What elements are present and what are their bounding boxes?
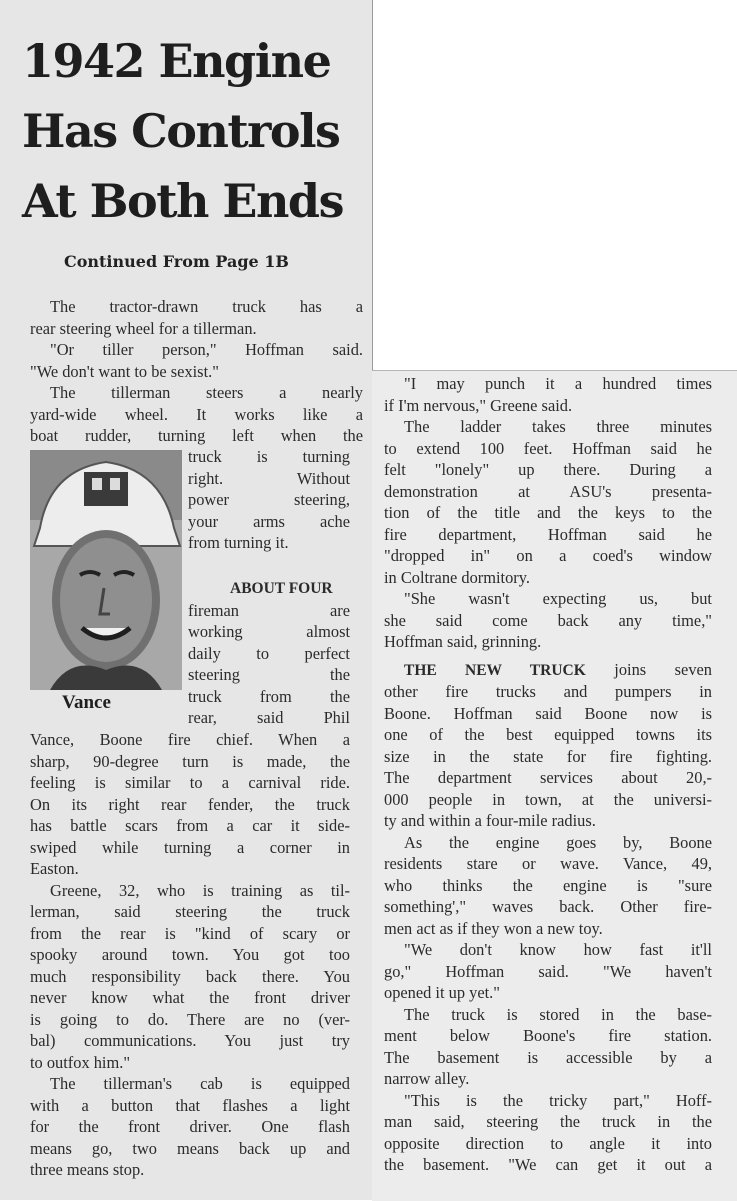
col2-text	[384, 373, 712, 1176]
col1-bottom-text	[30, 729, 350, 1181]
text-line: never know what the front driver	[30, 988, 350, 1007]
portrait-image	[30, 450, 182, 690]
text-line: The ladder takes three minutes	[404, 417, 712, 436]
text-line: felt "lonely" up there. During a	[384, 460, 712, 479]
text-line: has battle scars from a car it side-	[30, 816, 350, 835]
text-line: The truck is stored in the base-	[404, 1004, 712, 1024]
text-line: swiped while turning a corner in	[30, 837, 350, 857]
text-line: steering the	[188, 665, 350, 684]
text-line: "Or tiller person," Hoffman said.	[50, 340, 363, 359]
headline-line-3: At Both Ends	[22, 174, 343, 228]
text-line: other fire trucks and pumpers in	[384, 682, 712, 701]
text-line: opened it up yet."	[384, 983, 500, 1002]
text-line: yard-wide wheel. It works like a	[30, 404, 363, 424]
text-line: much responsibility back there. You	[30, 966, 350, 986]
text-line: "She wasn't expecting us, but	[404, 589, 712, 608]
text-line: is going to do. There are no (ver-	[30, 1009, 350, 1029]
text-line: 000 people in town, at the universi-	[384, 789, 712, 809]
text-line: "dropped in" on a coed's window	[384, 546, 712, 565]
text-line: working almost	[188, 622, 350, 641]
text-line: fire department, Hoffman said he	[384, 524, 712, 544]
text-line: The department services about 20,-	[384, 768, 712, 787]
headline	[22, 26, 362, 236]
text-line: The tillerman's cab is equipped	[50, 1074, 350, 1093]
text-line: As the engine goes by, Boone	[404, 832, 712, 852]
text-line: The tractor-drawn truck has a	[50, 297, 363, 316]
text-line: sharp, 90-degree turn is made, the	[30, 751, 350, 771]
text-line: to outfox him."	[30, 1052, 131, 1072]
text-line: "We don't know how fast it'll	[404, 940, 712, 959]
text-line: something'," waves back. Other fire-	[384, 897, 712, 916]
photo-caption: Vance	[62, 692, 111, 713]
text-line: rear, said Phil	[188, 708, 350, 727]
subhead-about-four: ABOUT FOUR	[230, 580, 333, 597]
text-line: narrow alley.	[384, 1069, 470, 1088]
text-line: power steering,	[188, 490, 350, 509]
text-line: On its right rear fender, the truck	[30, 794, 350, 814]
text-line: Hoffman said, grinning.	[384, 632, 542, 651]
text-line: from the rear is "kind of scary or	[30, 923, 350, 943]
text-line: Vance, Boone fire chief. When a	[30, 730, 350, 749]
text-line: to extend 100 feet. Hoffman said he	[384, 438, 712, 458]
text-line: your arms ache	[188, 511, 350, 531]
text-line: with a button that flashes a light	[30, 1095, 350, 1115]
headline-line-1: 1942 Engine	[22, 34, 331, 88]
text-line: means go, two means back up and	[30, 1138, 350, 1158]
text-line: Greene, 32, who is training as til-	[50, 880, 350, 900]
text-line: man said, steering the truck in the	[384, 1112, 712, 1131]
headline-line-2: Has Controls	[22, 104, 340, 158]
text-line: for the front driver. One flash	[30, 1117, 350, 1136]
continued-line: Continued From Page 1B	[64, 252, 289, 271]
text-line: bal) communications. You just try	[30, 1031, 350, 1050]
text-line: spooky around town. You got too	[30, 945, 350, 964]
text-line: ty and within a four-mile radius.	[384, 811, 596, 830]
text-line: opposite direction to angle it into	[384, 1133, 712, 1153]
text-line: rear steering wheel for a tillerman.	[30, 318, 257, 338]
text-line: size in the state for fire fighting.	[384, 746, 712, 766]
text-line: The basement is accessible by a	[384, 1047, 712, 1067]
text-line: ment below Boone's fire station.	[384, 1026, 712, 1045]
text-line: in Coltrane dormitory.	[384, 567, 530, 587]
text-line: the basement. "We can get it out a	[384, 1155, 712, 1174]
text-line: The tillerman steers a nearly	[50, 383, 363, 402]
text-line: right. Without	[188, 468, 350, 488]
text-line: truck is turning	[188, 447, 350, 466]
text-line: tion of the title and the keys to the	[384, 503, 712, 522]
text-line: she said come back any time,"	[384, 610, 712, 630]
col1-top-text	[30, 296, 363, 447]
text-line: men act as if they won a new toy.	[384, 918, 603, 938]
text-line: residents stare or wave. Vance, 49,	[384, 854, 712, 873]
text-line: who thinks the engine is "sure	[384, 875, 712, 895]
text-line: "This is the tricky part," Hoff-	[404, 1090, 712, 1110]
col1-wrap2-text	[188, 578, 350, 729]
text-line: Easton.	[30, 859, 79, 878]
vance-photo	[30, 450, 182, 690]
text-line: "We don't want to be sexist."	[30, 361, 219, 381]
text-line: one of the best equipped towns its	[384, 725, 712, 744]
text-line: boat rudder, turning left when the	[30, 426, 363, 445]
text-line: feeling is similar to a carnival ride.	[30, 773, 350, 792]
text-run: joins seven	[585, 659, 712, 679]
text-line: fireman are	[188, 600, 350, 620]
text-line: daily to perfect	[188, 643, 350, 663]
text-line: Boone. Hoffman said Boone now is	[384, 703, 712, 723]
col1-wrap-text	[188, 446, 350, 554]
text-line: truck from the	[188, 686, 350, 706]
text-line: three means stop.	[30, 1160, 145, 1179]
subhead-new-truck: THE NEW TRUCK	[404, 661, 586, 679]
text-line	[384, 659, 712, 682]
text-line: from turning it.	[188, 533, 289, 552]
text-line: demonstration at ASU's presenta-	[384, 481, 712, 501]
text-line: if I'm nervous," Greene said.	[384, 395, 573, 415]
text-line: "I may punch it a hundred times	[404, 374, 712, 393]
text-line: go," Hoffman said. "We haven't	[384, 961, 712, 981]
text-line: lerman, said steering the truck	[30, 902, 350, 921]
